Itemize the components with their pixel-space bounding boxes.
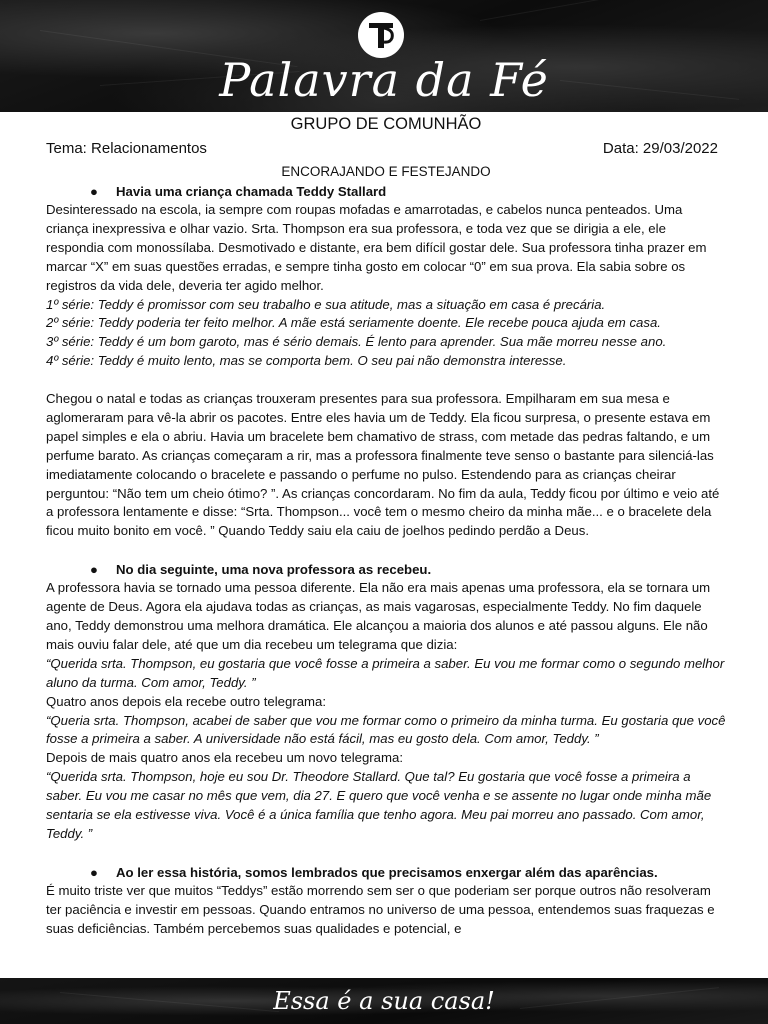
record-line: 3º série: Teddy é um bom garoto, mas é sério demais. É lento para aprender. Sua mãe morreu nesse ano. — [46, 334, 667, 350]
data — [603, 137, 718, 161]
tema-label: Tema: — [46, 140, 87, 157]
bullet-icon: ● — [90, 864, 98, 880]
data-label: Data: — [602, 140, 639, 157]
record-line: 4º série: Teddy é muito lento, mas se comporta bem. O seu pai não demonstra interesse. — [46, 353, 567, 369]
record-line: 2º série: Teddy poderia ter feito melhor. A mãe está seriamente doente. Ele recebe pouca ajuda em casa. — [46, 315, 661, 331]
header-banner — [0, 0, 768, 112]
bullet-icon: ● — [90, 562, 98, 578]
paragraph: A professora havia se tornado uma pessoa diferente. Ela não era mais apenas uma professora, ela se tornara um agente de Deus. Agora ela ajudava todas as crianças, as mais vagarosas, especialmente Teddy. No fim daquele ano, Teddy demonstrou uma melhora dramática. Ele alcançou a maioria dos alunos e até passou alguns. Ele não mais ouviu falar dele, até que um dia recebeu um telegrama que dizia: — [46, 580, 711, 652]
bullet-heading — [46, 182, 726, 201]
tema-value: Relacionamentos — [91, 140, 207, 157]
bullet-heading — [46, 863, 726, 882]
data-value: 29/03/2022 — [642, 140, 718, 157]
bullet-text: Havia uma criança chamada Teddy Stallard — [116, 184, 387, 199]
bullet-text: No dia seguinte, uma nova professora as recebeu. — [116, 562, 432, 578]
telegram: “Querida srta. Thompson, eu gostaria que você fosse a primeira a saber. Eu vou me formar como o segundo melhor aluno da turma. Com amor, Teddy. ” — [46, 655, 725, 690]
paragraph: Desinteressado na escola, ia sempre com roupas mofadas e amarrotadas, e cabelos nunca penteados. Uma criança inexpressiva e olhar vazio. Srta. Thompson era sua professora, e toda vez que se dirigia a ele, ele respondia com monossílaba. Desmotivado e distante, era bem difícil gostar dele. Sua professora tinha prazer em marcar “X” em suas questões erradas, e sempre tinha gosto em colocar “0” em sua prova. Ela sabia sobre os registros da vida dele, deveria ter agido melhor. — [46, 202, 707, 293]
paragraph: Quatro anos depois ela recebe outro telegrama: — [46, 693, 327, 709]
bullet-text: Ao ler essa história, somos lembrados que precisamos enxergar além das aparências. — [116, 864, 658, 880]
page-title: GRUPO DE COMUNHÃO — [290, 115, 482, 133]
meta-row — [46, 137, 726, 161]
bullet-icon: ● — [90, 184, 98, 199]
footer-slogan: Essa é a sua casa! — [273, 987, 495, 1015]
subtitle: ENCORAJANDO E FESTEJANDO — [281, 164, 491, 179]
paragraph: É muito triste ver que muitos “Teddys” estão morrendo sem ser o que poderiam ser porque outros não resolveram ter paciência e investir em pessoas. Quando entramos no universo de uma pessoa, entendemos suas fraquezas e suas deficiências. Também percebemos suas qualidades e potencial, e — [46, 882, 715, 936]
footer-banner — [0, 978, 768, 1024]
telegram: “Queria srta. Thompson, acabei de saber que vou me formar como o primeiro da minha turma. Eu gostaria que você fosse a primeira a saber. A universidade não está fácil, mas eu gosto dela. Com amor, Teddy. ” — [46, 712, 726, 747]
brand-logo-text: Palavra da Fé — [219, 53, 549, 107]
record-line: 1º série: Teddy é promissor com seu trabalho e sua atitude, mas a situação em casa é precária. — [46, 296, 606, 312]
telegram: “Querida srta. Thompson, hoje eu sou Dr. Theodore Stallard. Que tal? Eu gostaria que você fosse a primeira a saber. Eu vou me casar no mês que vem, dia 27. E quero que você venha e se assente no lugar onde minha mãe sentaria se ela estivesse viva. Você é a única família que tenho agora. Meu pai morreu ano passado. Com amor, Teddy. ” — [46, 769, 712, 841]
bullet-heading — [46, 560, 726, 579]
paragraph: Depois de mais quatro anos ela recebeu um novo telegrama: — [46, 750, 404, 766]
document-body — [46, 113, 726, 938]
paragraph: Chegou o natal e todas as crianças trouxeram presentes para sua professora. Empilharam em sua mesa e aglomeraram para vê-la abrir os pacotes. Entre eles havia um de Teddy. Ela ficou surpresa, o presente estava em papel simples e ela o abriu. Havia um bracelete bem chamativo de strass, com metade das pedras faltando, e um perfume barato. As crianças começaram a rir, mas a professora finalmente teve senso o bastante para silenciá-las imediatamente colocando o bracelete e passando o perfume no pulso. Estendendo para as crianças cheirar perguntou: “Não tem um cheio ótimo? ”. As crianças concordaram. No fim da aula, Teddy ficou por último e veio até a professora lentamente e disse: “Srta. Thompson... você tem o mesmo cheiro da minha mãe... e o bracelete dela ficou muito bonito em você. ” Quando Teddy saiu ela caiu de joelhos pedindo perdão a Deus. — [46, 391, 720, 539]
tema — [46, 137, 207, 161]
